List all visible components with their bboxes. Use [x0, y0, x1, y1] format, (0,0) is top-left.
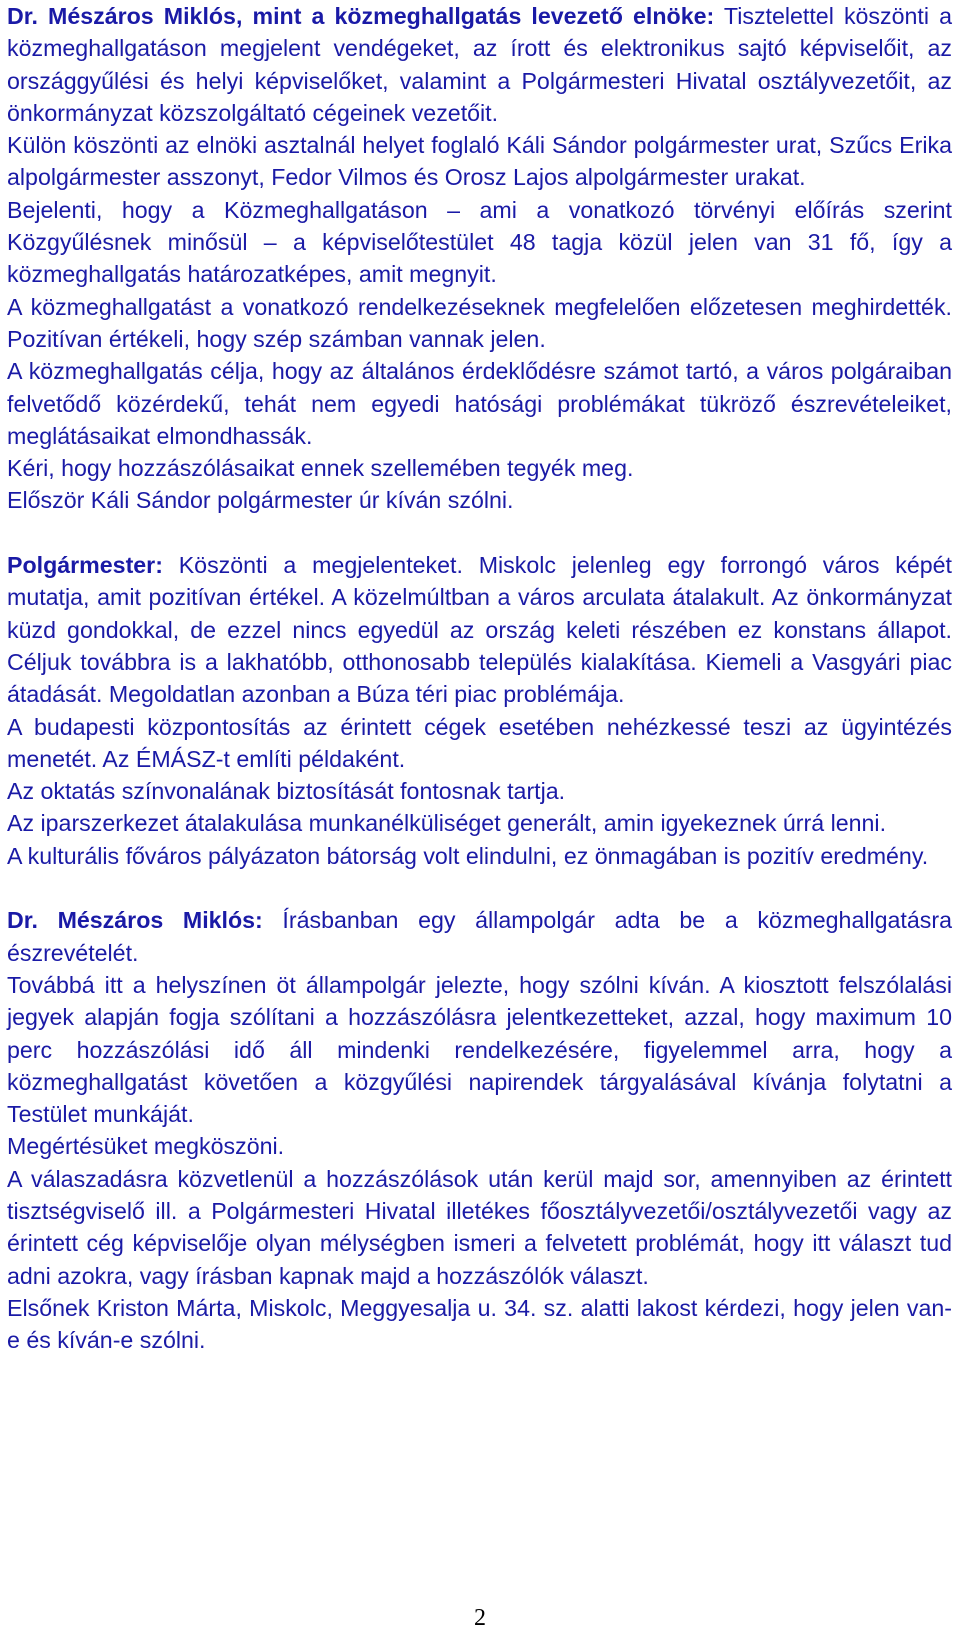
speaker-name: Dr. Mészáros Miklós, mint a közmeghallgatás levezető elnöke: [7, 3, 715, 29]
paragraph [7, 549, 952, 710]
paragraph: Külön köszönti az elnöki asztalnál helyet foglaló Káli Sándor polgármester urat, Szűcs Erika alpolgármester asszonyt, Fedor Vilmos és Orosz Lajos alpolgármester urakat. [7, 132, 952, 191]
section-gap [7, 872, 952, 904]
paragraph: Az oktatás színvonalának biztosítását fontosnak tartja. [7, 778, 566, 805]
paragraph: A közmeghallgatást a vonatkozó rendelkezéseknek megfelelően előzetesen meghirdették. Pozitívan értékeli, hogy szép számban vannak jelen. [7, 293, 952, 352]
page-number: 2 [474, 1605, 486, 1631]
paragraph: Az iparszerkezet átalakulása munkanélküliséget generált, amin igyekeznek úrrá lenni. [7, 810, 887, 837]
paragraph: A közmeghallgatás célja, hogy az általános érdeklődésre számot tartó, a város polgáraiban felvetődő közérdekű, tehát nem egyedi hatósági problémákat tükröző észrevételeiket, meglátásaikat elmondhassák. [7, 358, 952, 449]
paragraph-text: Írásbanban egy állampolgár adta be a közmeghallgatásra észrevételét. [7, 907, 952, 966]
paragraph: Először Káli Sándor polgármester úr kíván szólni. [7, 487, 514, 514]
document-page [7, 0, 952, 1356]
paragraph: Továbbá itt a helyszínen öt állampolgár jelezte, hogy szólni kíván. A kiosztott felszólalási jegyek alapján fogja szólítani a hozzászólásra jelentkezetteket, azzal, hogy maximum 10 perc hozzászólási idő áll mindenki rendelkezésére, figyelemmel arra, hogy a közmeghallgatást követően a közgyűlési napirendek tárgyalásával kívánja folytatni a Testület munkáját. [7, 971, 952, 1128]
speaker-name: Polgármester: [7, 552, 163, 579]
paragraph [7, 0, 952, 129]
paragraph: Megértésüket megköszöni. [7, 1133, 285, 1160]
paragraph-text: Tisztelettel köszönti a közmeghallgatáson megjelent vendégeket, az írott és elektronikus sajtó képviselőit, az országgyűlési és helyi képviselőket, valamint a Polgármesteri Hivatal osztályvezetőit, az önkormányzat közszolgáltató cégeinek vezetőit. [7, 3, 952, 126]
paragraph: Kéri, hogy hozzászólásaikat ennek szellemében tegyék meg. [7, 455, 634, 482]
section-gap [7, 517, 952, 549]
paragraph: A válaszadásra közvetlenül a hozzászólások után kerül majd sor, amennyiben az érintett tisztségviselő ill. a Polgármesteri Hivatal illetékes főosztályvezetői/osztályvezetői vagy az érintett cég képviselője olyan mélységben ismeri a felvetett problémát, hogy itt választ tud adni azokra, vagy írásban kapnak majd a hozzászólók választ. [7, 1165, 952, 1289]
paragraph: A budapesti központosítás az érintett cégek esetében nehézkessé teszi az ügyintézés menetét. Az ÉMÁSZ-t említi példaként. [7, 713, 952, 772]
paragraph: Elsőnek Kriston Márta, Miskolc, Meggyesalja u. 34. sz. alatti lakost kérdezi, hogy jelen van-e és kíván-e szólni. [7, 1294, 952, 1354]
paragraph: A kulturális főváros pályázaton bátorság volt elindulni, ez önmagában is pozitív eredmény. [7, 842, 929, 869]
paragraph: Bejelenti, hogy a Közmeghallgatáson – ami a vonatkozó törvényi előírás szerint Közgyűlésnek minősül – a képviselőtestület 48 tagja közül jelen van 31 fő, így a közmeghallgatás határozatképes, amit megnyit. [7, 196, 952, 288]
paragraph-text: Köszönti a megjelenteket. Miskolc jelenleg egy forrongó város képét mutatja, amit pozitívan értékel. A közelmúltban a város arculata átalakult. Az önkormányzat küzd gondokkal, de ezzel nincs egyedül az ország keleti részében ez konstans állapot. Céljuk továbbra is a lakhatóbb, otthonosabb település kialakítása. Kiemeli a Vasgyári piac átadását. Megoldatlan azonban a Búza téri piac problémája. [7, 552, 952, 708]
speaker-name: Dr. Mészáros Miklós: [7, 907, 263, 934]
paragraph [7, 904, 952, 969]
